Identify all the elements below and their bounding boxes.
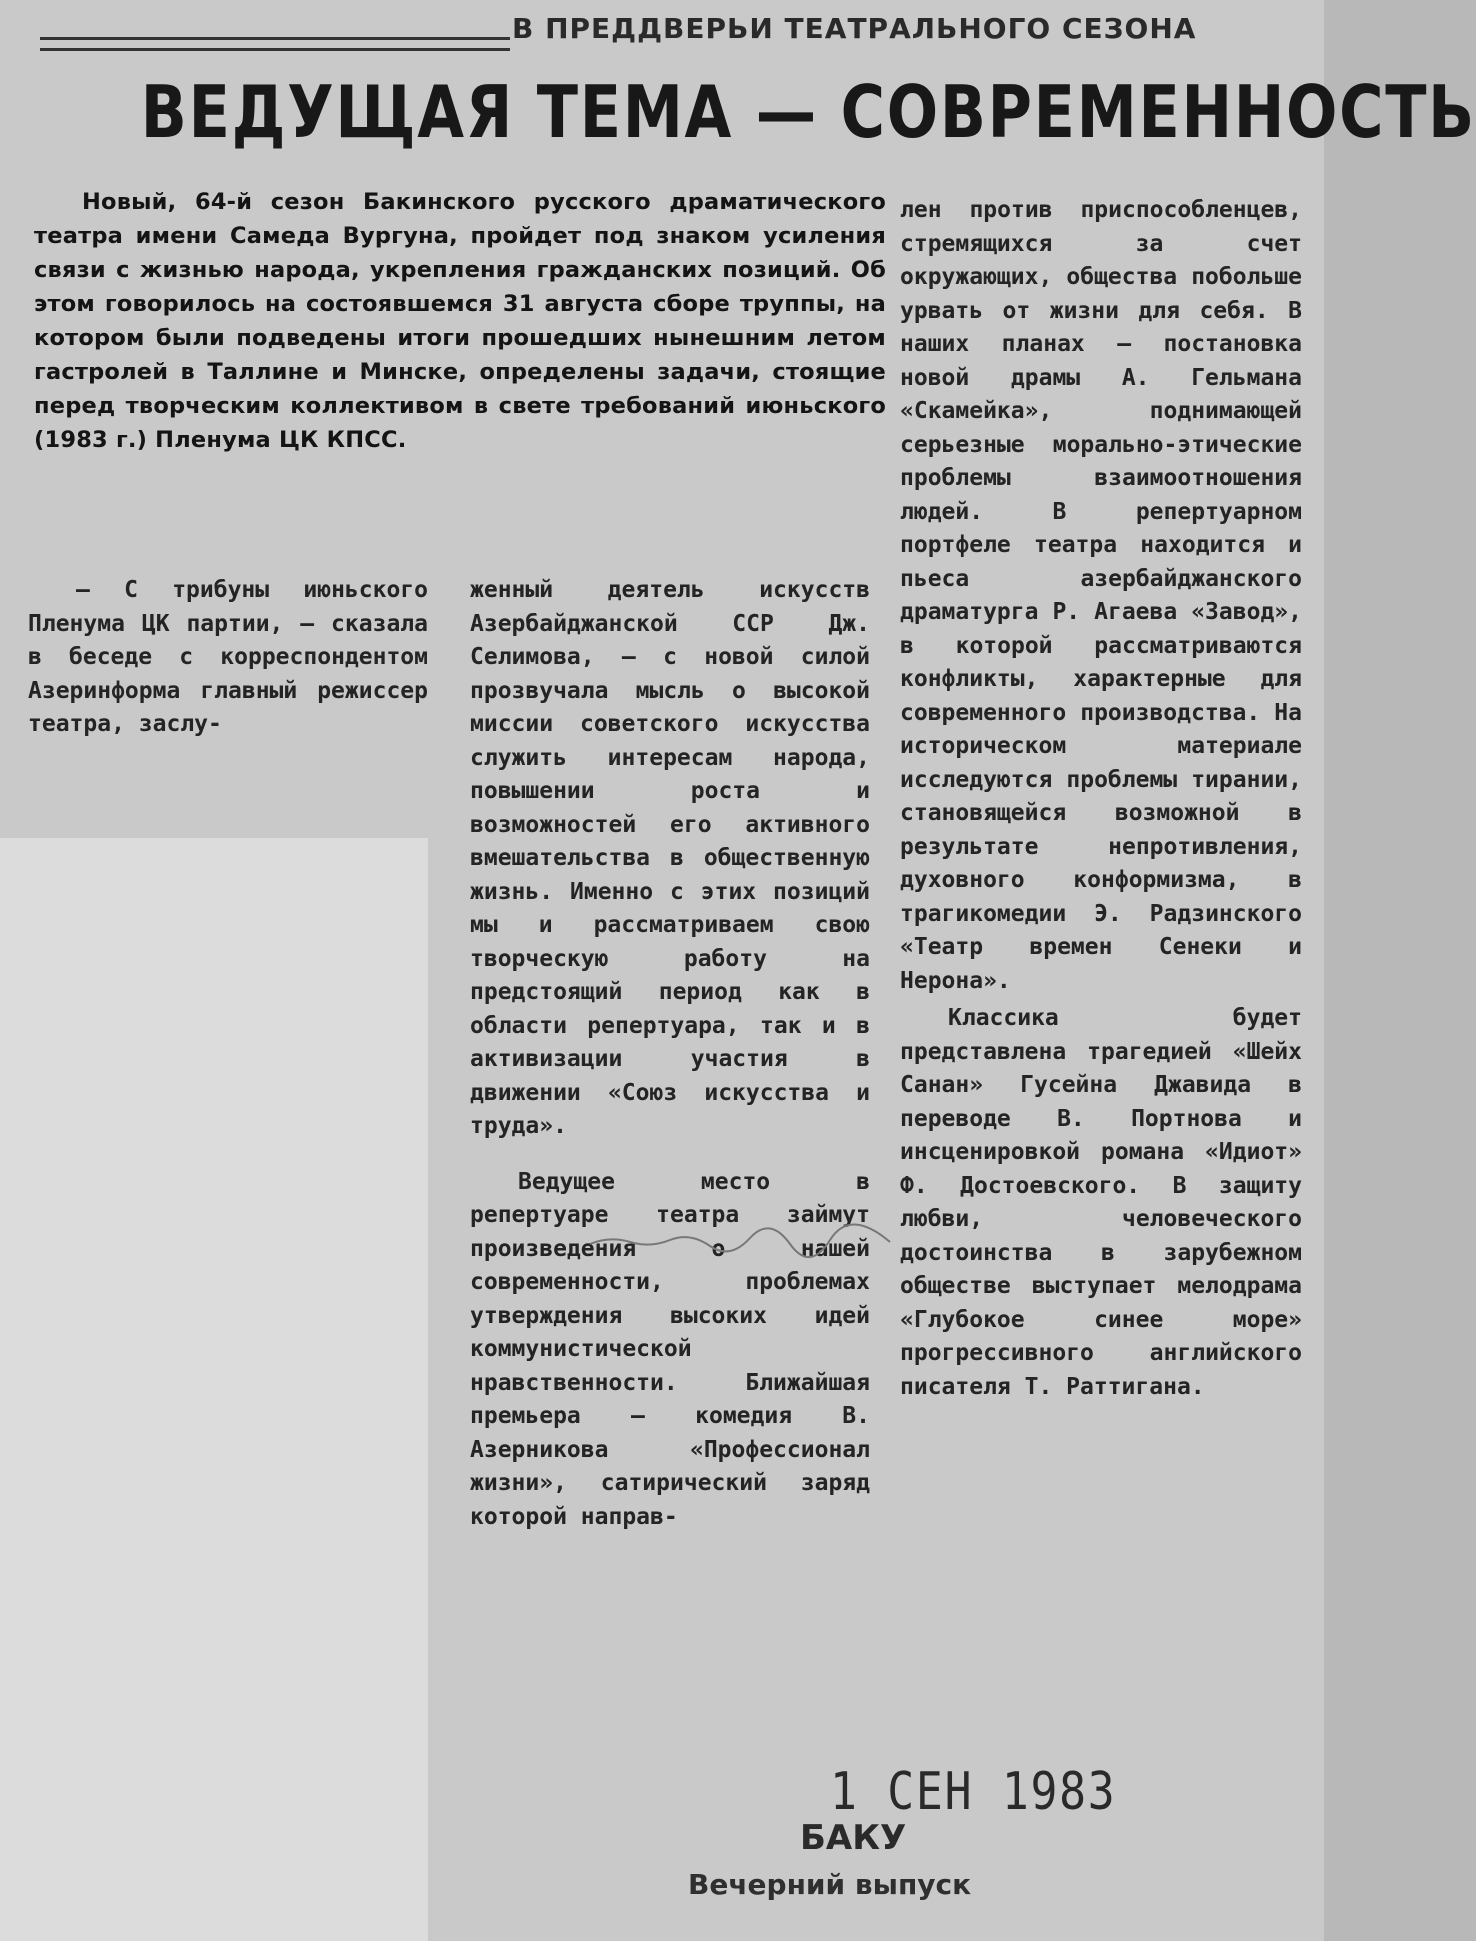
stamp-city: БАКУ (800, 1818, 907, 1858)
col2-paragraph-1: женный деятель искусств Азербайджанской ССР Дж. Селимова, — с новой силой прозвучала мысль о высокой миссии советского искусства служить интересам народа, повышении роста и возможностей его активного вмешательства в общественную жизнь. Именно с этих позиций мы и рассматриваем свою творческую работу на предстоящий период как в области репертуара, так и в активизации участия в движении «Союз искусства и труда». (470, 577, 870, 1139)
rubric-rule (40, 37, 510, 51)
stamp-newspaper: Вечерний выпуск (688, 1868, 972, 1901)
col2-paragraph-2: Ведущее место в репертуаре театра займут произведения о нашей современности, проблемах утверждения высоких идей коммунистической нравственности. Ближайшая премьера — комедия В. Азерникова «Профессионал жизни», сатирический заряд которой направ- (470, 1168, 870, 1530)
paper-fold-crease (590, 1232, 890, 1252)
rubric: В ПРЕДДВЕРЬИ ТЕАТРАЛЬНОГО СЕЗОНА (512, 12, 1197, 45)
lead-text: Новый, 64-й сезон Бакинского русского драматического театра имени Самеда Вургуна, пройдет под знаком усиления связи с жизнью народа, укрепления гражданских позиций. Об этом говорилось на состоявшемся 31 августа сборе труппы, на котором были подведены итоги прошедших нынешним летом гастролей в Таллине и Минске, определены задачи, стоящие перед творческим коллективом в свете требований июньского (1983 г.) Пленума ЦК КПСС. (34, 189, 886, 453)
column-1 (28, 574, 428, 742)
col3-paragraph-2: Классика будет представлена трагедией «Шейх Санан» Гусейна Джавида в переводе В. Портнова и инсценировкой романа «Идиот» Ф. Достоевского. В защиту любви, человеческого достоинства в зарубежном обществе выступает мелодрама «Глубокое синее море» прогрессивного английского писателя Т. Раттигана. (900, 1005, 1302, 1400)
lead-paragraph (34, 185, 886, 457)
blank-paper-area (0, 838, 428, 1941)
stamp-date: 1 СЕН 1983 (830, 1762, 1117, 1822)
column-3 (900, 194, 1302, 1404)
col1-paragraph-1: — С трибуны июньского Пленума ЦК партии, — сказала в беседе с корреспондентом Азеринформа главный режиссер театра, заслу- (28, 577, 428, 737)
headline: ВЕДУЩАЯ ТЕМА — СОВРЕМЕННОСТЬ (140, 70, 1476, 154)
column-2 (470, 574, 870, 1534)
col3-paragraph-1: лен против приспособленцев, стремящихся за счет окружающих, общества побольше урвать от жизни для себя. В наших планах — постановка новой драмы А. Гельмана «Скамейка», поднимающей серьезные морально-этические проблемы взаимоотношения людей. В репертуарном портфеле театра находится и пьеса азербайджанского драматурга Р. Агаева «Завод», в которой рассматриваются конфликты, характерные для современного производства. На историческом материале исследуются проблемы тирании, становящейся возможной в результате непротивления, духовного конформизма, в трагикомедии Э. Радзинского «Театр времен Сенеки и Нерона». (900, 197, 1302, 994)
